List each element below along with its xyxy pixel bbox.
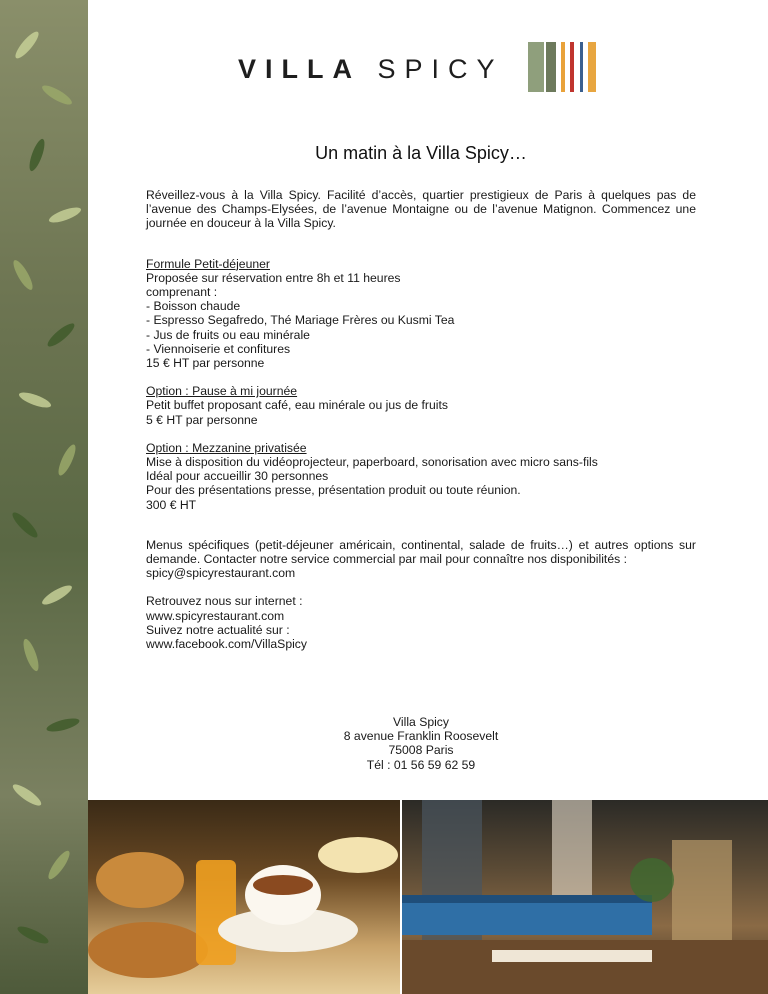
restaurant-illustration bbox=[402, 800, 768, 994]
logo-word-spicy: SPICY bbox=[377, 54, 504, 84]
logo-stripe bbox=[580, 42, 583, 92]
logo-stripe bbox=[588, 42, 596, 92]
section-line: Petit buffet proposant café, eau minérale ou jus de fruits bbox=[146, 398, 448, 413]
section-line: - Viennoiserie et confitures bbox=[146, 341, 291, 356]
offer-section bbox=[146, 257, 696, 371]
facebook-link[interactable]: www.facebook.com/VillaSpicy bbox=[146, 637, 307, 652]
logo-word-villa: VILLA bbox=[238, 54, 361, 84]
section-heading: Option : Pause à mi journée bbox=[146, 384, 298, 399]
menus-email-link[interactable]: spicy@spicyrestaurant.com bbox=[146, 566, 296, 581]
intro-paragraph: Réveillez-vous à la Villa Spicy. Facilité d’accès, quartier prestigieux de Paris à quelques pas de l’avenue des Champs-Elysées, de l’avenue Montaigne ou de l’avenue Matignon. Commencez une journée en douceur à la Villa Spicy. bbox=[146, 188, 696, 231]
olive-branch-image bbox=[0, 0, 88, 994]
section-line: Pour des présentations presse, présentation produit ou toute réunion. bbox=[146, 483, 521, 498]
web-line-follow: Suivez notre actualité sur : bbox=[146, 622, 290, 637]
menus-text: Menus spécifiques (petit-déjeuner américain, continental, salade de fruits…) et autres options sur demande. Contacter notre service commercial par mail pour connaître nos disponibilités : bbox=[146, 537, 696, 567]
section-line: - Jus de fruits ou eau minérale bbox=[146, 327, 310, 342]
section-line: 15 € HT par personne bbox=[146, 356, 265, 371]
address-city: 75008 Paris bbox=[388, 743, 454, 758]
logo-stripe bbox=[528, 42, 544, 92]
section-line: Mise à disposition du vidéoprojecteur, paperboard, sonorisation avec micro sans-fils bbox=[146, 455, 598, 470]
section-heading: Formule Petit-déjeuner bbox=[146, 256, 270, 271]
section-heading: Option : Mezzanine privatisée bbox=[146, 440, 307, 455]
breakfast-photo bbox=[88, 800, 400, 994]
photo-strip bbox=[88, 800, 768, 994]
address-phone: Tél : 01 56 59 62 59 bbox=[366, 757, 476, 772]
breakfast-illustration bbox=[88, 800, 400, 994]
logo-stripe bbox=[570, 42, 574, 92]
address-block bbox=[146, 715, 696, 772]
offer-section bbox=[146, 384, 696, 427]
section-line: Idéal pour accueillir 30 personnes bbox=[146, 469, 329, 484]
section-line: - Boisson chaude bbox=[146, 299, 241, 314]
page-content bbox=[146, 142, 696, 665]
menus-block bbox=[146, 538, 696, 581]
section-line: comprenant : bbox=[146, 285, 218, 300]
page-title: Un matin à la Villa Spicy… bbox=[315, 143, 527, 163]
address-name: Villa Spicy bbox=[393, 715, 449, 729]
logo-stripe bbox=[561, 42, 565, 92]
villa-spicy-logo bbox=[238, 42, 608, 92]
web-line-internet: Retrouvez nous sur internet : bbox=[146, 594, 303, 609]
section-line: 300 € HT bbox=[146, 497, 197, 512]
address-street: 8 avenue Franklin Roosevelt bbox=[343, 729, 499, 744]
logo-stripes bbox=[528, 42, 608, 92]
logo-stripe bbox=[546, 42, 556, 92]
section-line: - Espresso Segafredo, Thé Mariage Frères ou Kusmi Tea bbox=[146, 313, 455, 328]
logo-wordmark bbox=[238, 54, 504, 85]
website-link[interactable]: www.spicyrestaurant.com bbox=[146, 608, 285, 623]
offer-section bbox=[146, 441, 696, 512]
section-line: 5 € HT par personne bbox=[146, 412, 258, 427]
offer-sections bbox=[146, 257, 696, 512]
section-line: Proposée sur réservation entre 8h et 11 heures bbox=[146, 270, 401, 285]
restaurant-interior-photo bbox=[402, 800, 768, 994]
web-block bbox=[146, 594, 696, 651]
